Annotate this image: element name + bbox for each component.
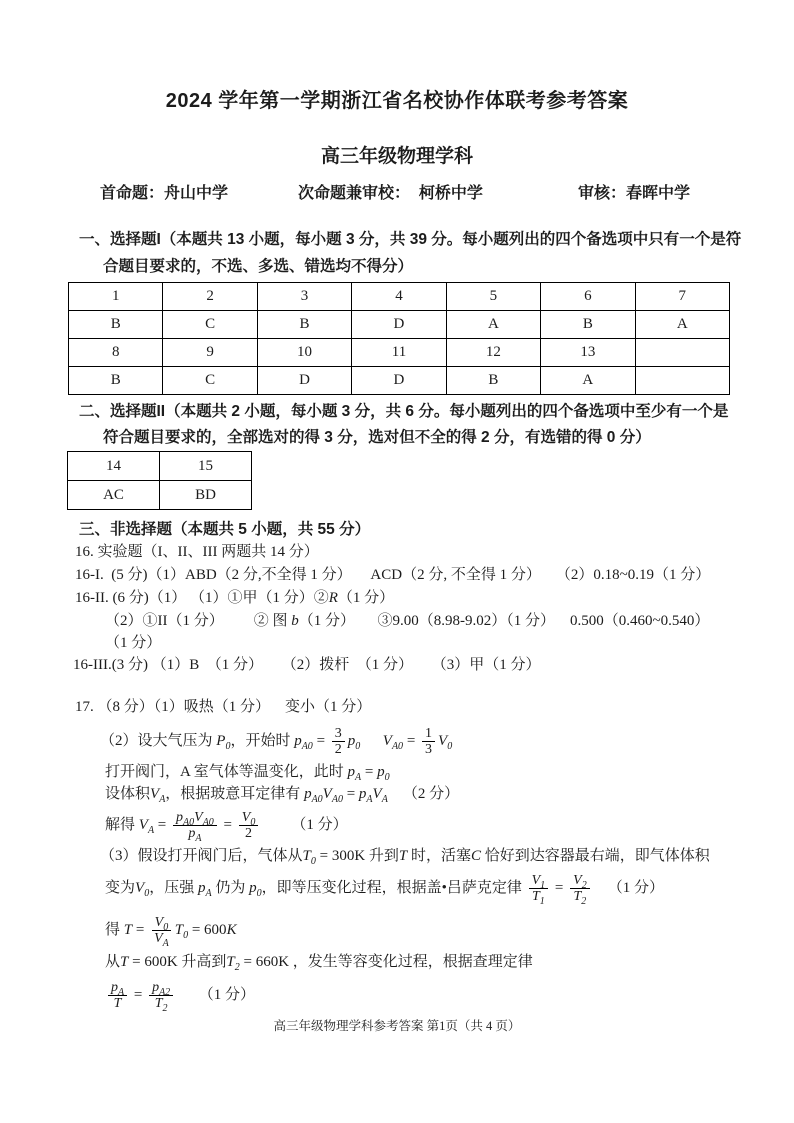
q17-line6: （3）假设打开阀门后，气体从$T_0 = 300K$ 升到T 时，活塞C 恰好到达容器最右端，即气体体积 <box>100 848 710 867</box>
table-cell: B <box>69 311 163 339</box>
q17-line3: 打开阀门，A 室气体等温变化，此时 $p_A = p_0$ <box>105 764 390 783</box>
table-cell: 13 <box>541 339 635 367</box>
table-cell: 15 <box>160 452 252 481</box>
fraction: $\frac{V_2}{T_2}$ <box>570 873 590 905</box>
table-row <box>69 283 730 311</box>
choice1-answer-table <box>68 282 730 395</box>
q16-part2-line2: （2）①II（1 分） ② 图 b（1 分） ③9.00（8.98-9.02）（1 分） 0.500（0.460~0.540） <box>105 613 710 629</box>
table-cell: 6 <box>541 283 635 311</box>
table-cell <box>635 339 729 367</box>
table-row <box>69 311 730 339</box>
table-cell: AC <box>68 481 160 510</box>
table-cell: 5 <box>446 283 540 311</box>
q17-line2-formula: （2）设大气压为 $P_0$，开始时 $p_{A0}$ = $\frac{3}{2}$ $p_0$ $V_{A0}$ = $\frac{1}{3}$ $V_0$ <box>100 725 453 758</box>
section1-heading-line1: 一、选择题I（本题共 13 小题，每小题 3 分，共 39 分。每小题列出的四个备选项中只有一个是符 <box>79 231 742 248</box>
first-proposer-label: 首命题：舟山中学 <box>100 185 229 202</box>
section3-heading: 三、非选择题（本题共 5 小题，共 55 分） <box>79 521 371 538</box>
q16-part1-answer: 16-I. (5 分)（1）ABD（2 分,不全得 1 分） ACD（2 分, 不全得 1 分） （2）0.18~0.19（1 分） <box>75 567 711 583</box>
table-cell: 4 <box>352 283 446 311</box>
section2-heading-line1: 二、选择题II（本题共 2 小题，每小题 3 分，共 6 分。每小题列出的四个备选项中至少有一个是 <box>79 403 729 420</box>
table-row <box>69 367 730 395</box>
table-cell <box>635 367 729 395</box>
table-row <box>68 481 252 510</box>
second-proposer-label: 次命题兼审校： 柯桥中学 <box>298 185 483 202</box>
q17-line5-formula: 解得 $V_A$ = $\frac{p_{A0}V_{A0}}{p_A}$ = $\frac{V_0}{2}$ （1 分） <box>105 809 348 844</box>
table-cell: 14 <box>68 452 160 481</box>
fraction: $\frac{3}{2}$ <box>332 726 345 758</box>
table-cell: 8 <box>69 339 163 367</box>
q16-part3-answer: 16-III.(3 分) （1）B （1 分） （2）拨杆 （1 分） （3）甲（1 分） <box>73 657 541 673</box>
table-cell: A <box>635 311 729 339</box>
table-row <box>68 452 252 481</box>
fraction: $\frac{V_1}{T_1}$ <box>529 873 549 905</box>
table-cell: BD <box>160 481 252 510</box>
page-subtitle: 高三年级物理学科 <box>320 146 473 167</box>
table-cell: D <box>352 311 446 339</box>
q16-part2-line1: 16-II. (6 分)（1） （1）①甲（1 分）②R（1 分） <box>75 590 395 606</box>
table-cell: 2 <box>163 283 257 311</box>
table-cell: A <box>446 311 540 339</box>
table-cell: 11 <box>352 339 446 367</box>
q17-line1: 17. （8 分）（1）吸热（1 分） 变小（1 分） <box>75 699 372 715</box>
q16-intro: 16. 实验题（I、II、III 两题共 14 分） <box>75 544 319 560</box>
q16-part2-line3: （1 分） <box>105 635 162 651</box>
table-cell: A <box>541 367 635 395</box>
table-cell: B <box>541 311 635 339</box>
choice2-answer-table <box>67 451 252 510</box>
fraction: $\frac{V_0}{V_A}$ <box>151 915 172 947</box>
table-cell: 1 <box>69 283 163 311</box>
section2-heading-line2: 符合题目要求的，全部选对的得 3 分，选对但不全的得 2 分，有选错的得 0 分） <box>103 429 651 446</box>
page-footer: 高三年级物理学科参考答案 第1页（共 4 页） <box>273 1019 521 1033</box>
table-cell: 3 <box>257 283 351 311</box>
fraction: $\frac{V_0}{2}$ <box>239 810 259 842</box>
table-cell: B <box>446 367 540 395</box>
table-cell: D <box>257 367 351 395</box>
fraction: $\frac{p_{A2}}{T_2}$ <box>149 980 173 1012</box>
table-cell: 10 <box>257 339 351 367</box>
table-cell: 12 <box>446 339 540 367</box>
q17-line4: 设体积$V_A$，根据玻意耳定律有 $p_{A0}V_{A0} = p_AV_A$ （2 分） <box>105 786 460 805</box>
section1-heading-line2: 合题目要求的，不选、多选、错选均不得分） <box>103 258 414 275</box>
table-cell: C <box>163 311 257 339</box>
table-row <box>69 339 730 367</box>
fraction: $\frac{1}{3}$ <box>422 726 435 758</box>
fraction: $\frac{p_A}{T}$ <box>108 980 127 1012</box>
table-cell: C <box>163 367 257 395</box>
table-cell: B <box>257 311 351 339</box>
page-title: 2024 学年第一学期浙江省名校协作体联考参考答案 <box>165 90 629 112</box>
q17-line10-formula: $\frac{p_A}{T}$ = $\frac{p_{A2}}{T_2}$ （1 分） <box>105 973 754 1017</box>
reviewer-label: 审核：春晖中学 <box>578 185 691 202</box>
table-cell: B <box>69 367 163 395</box>
q17-line8-formula: 得 T = $\frac{V_0}{V_A}$ $T_0 = 600K$ <box>105 914 237 949</box>
fraction: $\frac{p_{A0}V_{A0}}{p_A}$ <box>173 810 217 842</box>
table-cell: 7 <box>635 283 729 311</box>
q17-line7-formula: 变为$V_0$，压强 $p_A$ 仍为 $p_0$，即等压变化过程，根据盖•吕萨克定律 $\frac{V_1}{T_1}$ = $\frac{V_2}{T_2}$ （1 分） <box>105 872 664 907</box>
table-cell: D <box>352 367 446 395</box>
table-cell: 9 <box>163 339 257 367</box>
credits-row <box>0 180 794 202</box>
q17-line9: 从T = 600K 升高到$T_2 = 660K$ ，发生等容变化过程，根据查理定律 <box>105 954 533 973</box>
